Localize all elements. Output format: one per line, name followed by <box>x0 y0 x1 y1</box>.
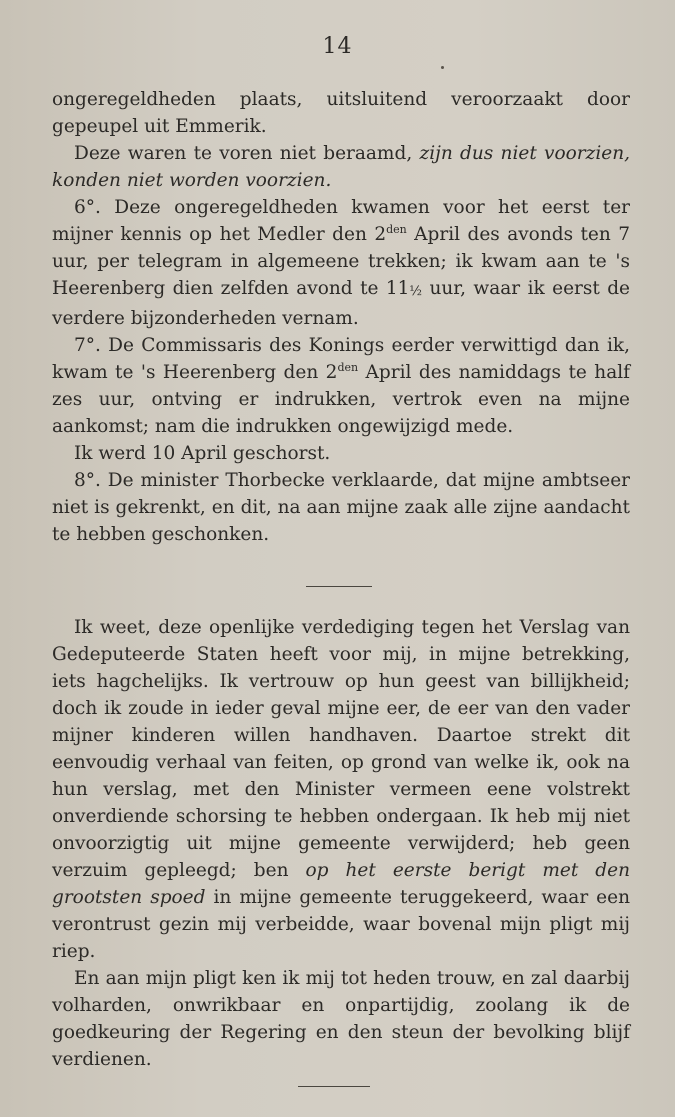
paragraph-6: 8°. De minister Thorbecke verklaarde, dat mijne ambtseer niet is gekrenkt, en dit, na aan mijne zaak alle zijne aandacht te hebben geschonken. <box>52 470 630 545</box>
section-divider <box>306 586 372 587</box>
fraction: ½ <box>409 284 423 299</box>
paragraph-3-text-c: uur, waar ik eerst de verdere bijzonderheden vernam. <box>52 278 630 329</box>
paragraph-3-text-a: 6°. Deze ongeregeldheden kwamen voor het eerst ter mijner kennis op het Medler den 2 <box>52 197 630 245</box>
page-number: 14 <box>322 34 353 59</box>
paragraph-4-text-a: 7°. De Commissaris des Konings eerder verwittigd dan ik, kwam te 's Heerenberg den 2 <box>52 335 630 383</box>
paragraph-3 <box>52 194 630 332</box>
paragraph-1: ongeregeldheden plaats, uitsluitend veroorzaakt door gepeupel uit Emmerik. <box>52 89 630 137</box>
superscript: den <box>337 360 359 374</box>
paragraph-4 <box>52 332 630 440</box>
paragraph-7-text-a: Ik weet, deze openlijke verdediging tegen het Verslag van Gedeputeerde Staten heeft voor mij, in mijne betrekking, iets hagchelijks. Ik vertrouw op hun geest van billijkheid; doch ik zoude in ieder geval mijne eer, de eer van den vader mijner kinderen willen handhaven. Daartoe strekt dit eenvoudig verhaal van feiten, op grond van welke ik, ook na hun verslag, met den Minister vermeen eene volstrekt onverdiende schorsing te hebben ondergaan. Ik heb mij niet onvoorzigtig uit mijne gemeente verwijderd; heb geen verzuim gepleegd; ben <box>52 617 630 881</box>
paragraph-7-text-b: in mijne gemeente teruggekeerd, waar een verontrust gezin mij verbeidde, waar bovenal mijn pligt mij riep. <box>52 887 630 962</box>
superscript: den <box>386 222 407 236</box>
paragraph-8: En aan mijn pligt ken ik mij tot heden trouw, en zal daarbij volharden, onwrikbaar en onpartijdig, zoolang ik de goedkeuring der Regering en den steun der bevolking blijf verdienen. <box>52 968 630 1070</box>
paragraph-4-text-b: April des namiddags te half zes uur, ontving er indrukken, vertrok even na mijne aankomst; nam die indrukken ongewijzigd mede. <box>52 362 630 437</box>
paragraph-7-italic: op het eerste berigt met den grootsten spoed <box>52 860 630 908</box>
paragraph-2-text: Deze waren te voren niet beraamd, <box>74 143 420 164</box>
paragraph-2-italic: zijn dus niet voorzien, konden niet worden voorzien. <box>52 143 631 191</box>
body-text-lower <box>52 614 630 1073</box>
body-text-upper <box>52 86 630 548</box>
paragraph-5: Ik werd 10 April geschorst. <box>74 443 331 464</box>
paragraph-3-text-b: April des avonds ten 7 uur, per telegram in algemeene trekken; ik kwam aan te 's Heerenberg dien zelfden avond te 11 <box>52 224 630 299</box>
paragraph-2 <box>52 140 630 194</box>
paragraph-7 <box>52 614 630 965</box>
ink-speck <box>441 66 444 69</box>
end-divider <box>298 1086 370 1087</box>
